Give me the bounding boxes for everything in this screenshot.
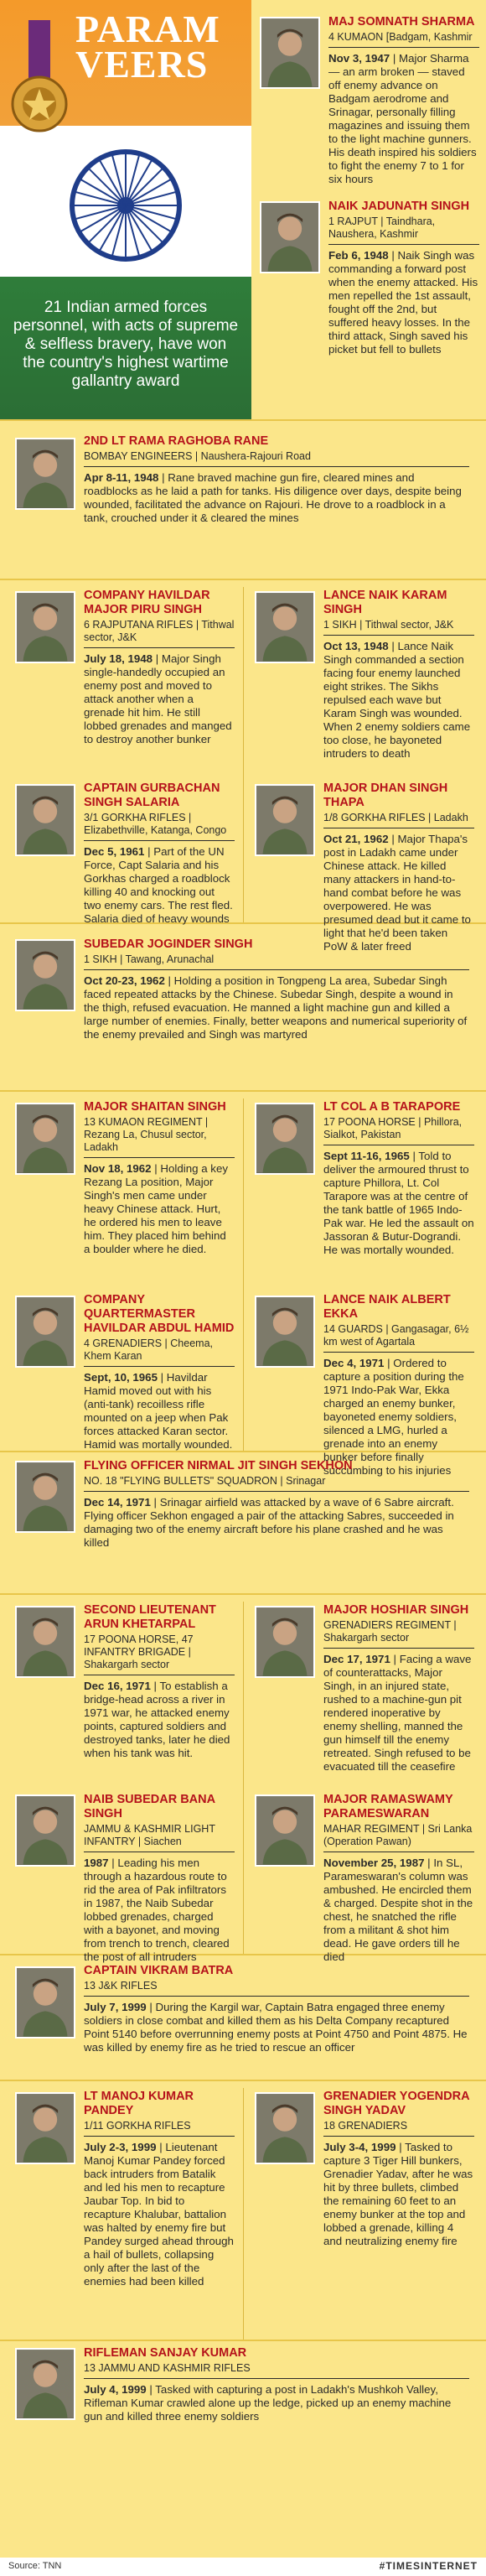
rule (84, 2378, 469, 2379)
hero-photo (15, 2092, 75, 2164)
rule (328, 244, 479, 245)
action-text: | Major Sharma — an arm broken — staved off enemy advance on Badgam aerodrome and Srinagar, personally filling magazines and issuing them to the light machine gunners. His death inspired his soldiers to fight the enemy 7 to 1 for six hours (328, 52, 477, 185)
hero-description (328, 249, 479, 356)
rule (323, 1648, 474, 1649)
hero-photo (255, 1296, 315, 1368)
action-text: | Lance Naik Singh commanded a section facing four enemy launched eight strikes. The Sikhs repulsed each wave but Karam Singh was wounded. When 2 enemy soldiers came too close, he bayoneted intruders to death (323, 640, 471, 760)
portrait-icon (17, 593, 74, 662)
portrait-icon (256, 593, 313, 662)
portrait-icon (17, 1796, 74, 1865)
rule (84, 840, 235, 841)
action-date: Dec 17, 1971 (323, 1653, 390, 1665)
column-divider (243, 2088, 244, 2340)
action-date: Oct 20-23, 1962 (84, 974, 165, 987)
hero-name: MAJOR SHAITAN SINGH (84, 1100, 226, 1114)
hero-unit: 18 GRENADIERS (323, 2120, 408, 2132)
divider (0, 579, 486, 580)
hero-name: 2ND LT RAMA RAGHOBA RANE (84, 434, 269, 448)
action-text: | Part of the UN Force, Capt Salaria and his Gorkhas charged a roadblock killing 40 and knocking out two enemy cars. The rest fled. Salaria died of heavy wounds (84, 845, 233, 925)
hero-name: MAJ SOMNATH SHARMA (328, 15, 475, 29)
hero-name: GRENADIER YOGENDRA SINGH YADAV (323, 2090, 470, 2117)
hero-description (84, 1371, 235, 1452)
hero-unit: 1/11 GORKHA RIFLES (84, 2120, 191, 2132)
divider (0, 1593, 486, 1595)
portrait-icon (256, 2094, 313, 2163)
action-date: Nov 18, 1962 (84, 1162, 152, 1175)
hero-description (323, 1653, 474, 1774)
hero-unit: 17 POONA HORSE, 47 INFANTRY BRIGADE | Shakargarh sector (84, 1633, 194, 1670)
action-text: | To establish a bridge-head across a river in 1971 war, he attacked enemy points, captured soldiers and destroyed tanks, later he died when his tank was hit. (84, 1680, 230, 1759)
hero-description (84, 2383, 469, 2423)
hero-unit: 13 KUMAON REGIMENT | Rezang La, Chusul sector, Ladakh (84, 1116, 209, 1153)
hero-description (84, 2141, 235, 2288)
hero-photo (255, 1606, 315, 1678)
action-date: 1987 (84, 1857, 109, 1869)
action-text: | Told to deliver the armoured thrust to capture Phillora, Lt. Col Tarapore was at the centre of the tank battle of 1965 Indo-Pak war. He led the assault on Jassoran & Butur-Dograndi. He was mortally wounded. (323, 1150, 474, 1256)
rule (323, 1352, 474, 1353)
hero-name: CAPTAIN VIKRAM BATRA (84, 1964, 234, 1977)
action-date: Dec 16, 1971 (84, 1680, 151, 1692)
page-title: PARAM VEERS (75, 8, 220, 86)
hero-photo (15, 1296, 75, 1368)
divider (0, 2340, 486, 2341)
portrait-icon (17, 439, 74, 508)
hero-name: NAIB SUBEDAR BANA SINGH (84, 1793, 215, 1820)
hero-unit: 1 SIKH | Tithwal sector, J&K (323, 619, 454, 631)
hero-name: LANCE NAIK ALBERT EKKA (323, 1293, 451, 1321)
hero-photo (260, 17, 320, 89)
action-date: Nov 3, 1947 (328, 52, 390, 65)
divider (0, 1090, 486, 1092)
portrait-icon (17, 1297, 74, 1366)
portrait-icon (17, 1968, 74, 2037)
hero-photo (15, 1606, 75, 1678)
hero-unit: 13 JAMMU AND KASHMIR RIFLES (84, 2362, 251, 2374)
page-subtitle: 21 Indian armed forces personnel, with acts of supreme & selfless bravery, have won the country's highest wartime gallantry award (13, 299, 239, 390)
hero-name: FLYING OFFICER NIRMAL JIT SINGH SEKHON (84, 1459, 353, 1472)
footer (0, 2558, 486, 2576)
hero-unit: NO. 18 "FLYING BULLETS" SQUADRON | Srinagar (84, 1475, 326, 1487)
hero-photo (255, 1794, 315, 1867)
hero-photo (15, 784, 75, 856)
hero-unit: 1/8 GORKHA RIFLES | Ladakh (323, 812, 468, 823)
hero-name: SUBEDAR JOGINDER SINGH (84, 937, 253, 951)
rule (84, 1996, 469, 1997)
action-text: | Major Thapa's post in Ladakh came under Chinese attack. He killed many attackers in hand-to-hand combat before he was overpowered. He was presumed dead but it came to light that he'd been taken PoW & later freed (323, 833, 471, 953)
action-date: Oct 21, 1962 (323, 833, 389, 845)
hero-description (84, 845, 235, 926)
action-text: | Havildar Hamid moved out with his (anti-tank) recoilless rifle mounted on a jeep when Pak forces attacked Karan sector. Hamid was mortally wounded. (84, 1371, 233, 1451)
portrait-icon (256, 1297, 313, 1366)
hero-unit: BOMBAY ENGINEERS | Naushera-Rajouri Road (84, 450, 311, 462)
portrait-icon (256, 786, 313, 854)
action-text: | Leading his men through a hazardous route to rid the area of Pak infiltrators in 1987, the Naib Subedar lobbed grenades, charged with a bayonet, and moving from trench to trench, cleared the post of all intruders (84, 1857, 230, 1963)
hero-photo (255, 1103, 315, 1175)
hero-unit: 1 RAJPUT | Taindhara, Naushera, Kashmir (328, 216, 436, 240)
action-date: July 18, 1948 (84, 652, 153, 665)
action-date: November 25, 1987 (323, 1857, 425, 1869)
hero-description (84, 1496, 469, 1550)
hero-description (84, 652, 235, 746)
hero-unit: 14 GUARDS | Gangasagar, 6½ km west of Agartala (323, 1323, 469, 1348)
action-date: July 2-3, 1999 (84, 2141, 157, 2153)
action-date: Feb 6, 1948 (328, 249, 389, 262)
rule (84, 1491, 469, 1492)
action-date: Oct 13, 1948 (323, 640, 389, 652)
portrait-icon (17, 2350, 74, 2418)
brand-logo: #TIMESINTERNET (379, 2560, 478, 2572)
action-date: Dec 5, 1961 (84, 845, 145, 858)
hero-unit: MAHAR REGIMENT | Sri Lanka (Operation Pawan) (323, 1823, 473, 1847)
medal-icon (8, 20, 70, 146)
rule (323, 635, 474, 636)
rule (84, 1157, 235, 1158)
column-divider (243, 1098, 244, 1451)
action-date: July 3-4, 1999 (323, 2141, 396, 2153)
action-date: Dec 4, 1971 (323, 1357, 385, 1369)
action-date: Dec 14, 1971 (84, 1496, 151, 1509)
hero-unit: JAMMU & KASHMIR LIGHT INFANTRY | Siachen (84, 1823, 215, 1847)
action-date: Sept 11-16, 1965 (323, 1150, 410, 1162)
action-text: | Tasked with capturing a post in Ladakh's Mushkoh Valley, Rifleman Kumar crawled alone up the ledge, picked up an enemy machine gun and killed three enemy soldiers (84, 2383, 452, 2423)
rule (84, 1366, 235, 1367)
hero-name: MAJOR DHAN SINGH THAPA (323, 782, 448, 809)
hero-unit: 3/1 GORKHA RIFLES | Elizabethville, Katanga, Congo (84, 812, 227, 836)
hero-name: RIFLEMAN SANJAY KUMAR (84, 2346, 247, 2360)
action-text: | Major Singh single-handedly occupied an enemy post and moved to attack another when a grenade hit him. He still lobbed grenades and manged to destroy another bunker (84, 652, 232, 745)
hero-unit: 6 RAJPUTANA RIFLES | Tithwal sector, J&K (84, 619, 235, 643)
hero-photo (15, 438, 75, 510)
portrait-icon (256, 1104, 313, 1173)
action-date: July 7, 1999 (84, 2001, 147, 2013)
portrait-icon (17, 1607, 74, 1676)
hero-photo (255, 591, 315, 663)
hero-name: COMPANY QUARTERMASTER HAVILDAR ABDUL HAMID (84, 1293, 235, 1335)
hero-name: LANCE NAIK KARAM SINGH (323, 589, 447, 616)
action-text: | During the Kargil war, Captain Batra engaged three enemy soldiers in close combat and killed them as his Delta Company recaptured Point 5140 before overrunning enemy posts at Point 4750 and Point 4875. He was killed by enemy fire as he tried to rescue an officer (84, 2001, 468, 2054)
hero-unit: 13 J&K RIFLES (84, 1980, 158, 1992)
hero-name: MAJOR RAMASWAMY PARAMESWARAN (323, 1793, 453, 1820)
ashoka-chakra-icon (67, 147, 184, 264)
hero-description (323, 833, 474, 953)
hero-photo (15, 939, 75, 1011)
action-text: | Rane braved machine gun fire, cleared mines and roadblocks as he laid a path for tanks. His diligence over days, despite being wounded, facilitated the advance on Rajouri. He drove to a roadblock in a tank, crouched under it & cleared the mines (84, 471, 462, 524)
portrait-icon (261, 18, 318, 87)
portrait-icon (256, 1796, 313, 1865)
hero-photo (15, 1103, 75, 1175)
hero-name: CAPTAIN GURBACHAN SINGH SALARIA (84, 782, 220, 809)
portrait-icon (17, 1462, 74, 1531)
action-date: Apr 8-11, 1948 (84, 471, 159, 484)
portrait-icon (261, 203, 318, 272)
hero-name: NAIK JADUNATH SINGH (328, 200, 470, 213)
hero-unit: 4 KUMAON [Badgam, Kashmir (328, 31, 473, 43)
rule (84, 2136, 235, 2137)
action-text: | In SL, Parameswaran's column was ambushed. He encircled them & charged. Despite shot in the chest, he snatched the rifle from a militant & shot him dead. He gave orders till he died (323, 1857, 473, 1963)
hero-photo (15, 1966, 75, 2038)
rule (84, 466, 469, 467)
hero-description (323, 1857, 474, 1964)
action-text: | Tasked to capture 3 Tiger Hill bunkers, Grenadier Yadav, after he was hit by three bullets, climbed the remaining 60 feet to an enemy bunker at the top and lobbed a grenade, killing 4 and neutralizing enemy fire (323, 2141, 473, 2247)
tricolour-banner (0, 0, 251, 419)
hero-name: LT COL A B TARAPORE (323, 1100, 461, 1114)
hero-description (84, 974, 469, 1041)
hero-photo (15, 1794, 75, 1867)
hero-photo (255, 2092, 315, 2164)
hero-description (323, 640, 474, 761)
hero-description (84, 2001, 469, 2054)
hero-description (84, 1680, 235, 1760)
hero-description (84, 471, 469, 525)
action-date: Sept, 10, 1965 (84, 1371, 158, 1384)
divider (0, 2080, 486, 2081)
hero-description (84, 1162, 235, 1256)
hero-description (323, 2141, 474, 2248)
rule (328, 47, 479, 48)
action-text: | Facing a wave of counterattacks, Major Singh, in an injured state, rushed to a machine-gun pit rendered inoperative by enemy shelling, manned the gun himself till the enemy retreated. Singh refused to be evacuated till the ceasefire (323, 1653, 472, 1773)
hero-name: COMPANY HAVILDAR MAJOR PIRU SINGH (84, 589, 210, 616)
column-divider (243, 1602, 244, 1954)
hero-photo (15, 591, 75, 663)
hero-unit: 4 GRENADIERS | Cheema, Khem Karan (84, 1337, 213, 1362)
hero-unit: 1 SIKH | Tawang, Arunachal (84, 953, 215, 965)
action-text: | Holding a key Rezang La position, Major Singh's men came under heavy Chinese attack. Hurt, he ordered his men to leave him. They placed him behind a boulder where he died. (84, 1162, 228, 1255)
hero-unit: 17 POONA HORSE | Phillora, Sialkot, Pakistan (323, 1116, 463, 1140)
action-text: | Holding a position in Tongpeng La area, Subedar Singh faced repeated attacks by the Chinese. Subedar Singh, despite a wound in the thigh, refused evacuation. He manned a light machine gun and killed a large number of enemies. Finally, better weapons and numerical superiority of the enemy prevailed and Singh was martyred (84, 974, 468, 1041)
rule (84, 647, 235, 648)
portrait-icon (256, 1607, 313, 1676)
hero-name: MAJOR HOSHIAR SINGH (323, 1603, 469, 1617)
hero-unit: GRENADIERS REGIMENT | Shakargarh sector (323, 1619, 457, 1644)
portrait-icon (17, 941, 74, 1010)
hero-photo (15, 2348, 75, 2420)
divider (0, 419, 486, 421)
action-text: | Srinagar airfield was attacked by a wave of 6 Sabre aircraft. Flying officer Sekhon engaged a pair of the attacking Sabres, succeeded in damaging two of the enemy aircraft before his plane crashed and he was killed (84, 1496, 454, 1549)
source-credit: Source: TNN (8, 2561, 62, 2571)
hero-photo (255, 784, 315, 856)
hero-description (84, 1857, 235, 1964)
action-text: | Lieutenant Manoj Kumar Pandey forced back intruders from Batalik and led his men to recapture Jaubar Top. In bid to recapture Khalubar, battalion was halted by enemy fire but Pandey surged ahead through a hail of bullets, collapsing only after the last of the enemies had been killed (84, 2141, 234, 2288)
action-date: July 4, 1999 (84, 2383, 147, 2396)
portrait-icon (17, 786, 74, 854)
rule (323, 2136, 474, 2137)
portrait-icon (17, 1104, 74, 1173)
rule (84, 969, 469, 970)
hero-photo (15, 1461, 75, 1533)
action-text: | Naik Singh was commanding a forward post when the enemy attacked. His men repelled the 1st assault, fought off the 2nd, but suffered heavy losses. In the third attack, Singh saved his picket but fell to bullets (328, 249, 478, 356)
hero-photo (260, 201, 320, 273)
hero-description (323, 1150, 474, 1257)
hero-name: SECOND LIEUTENANT ARUN KHETARPAL (84, 1603, 216, 1631)
action-text: | Ordered to capture a position during the 1971 Indo-Pak War, Ekka charged an enemy bunker, bayoneted enemy soldiers, silenced a LMG, hurled a grenade into an enemy bunker before finally succumbing to his injuries (323, 1357, 464, 1477)
hero-description (328, 52, 479, 186)
column-divider (243, 587, 244, 922)
portrait-icon (17, 2094, 74, 2163)
hero-name: LT MANOJ KUMAR PANDEY (84, 2090, 194, 2117)
